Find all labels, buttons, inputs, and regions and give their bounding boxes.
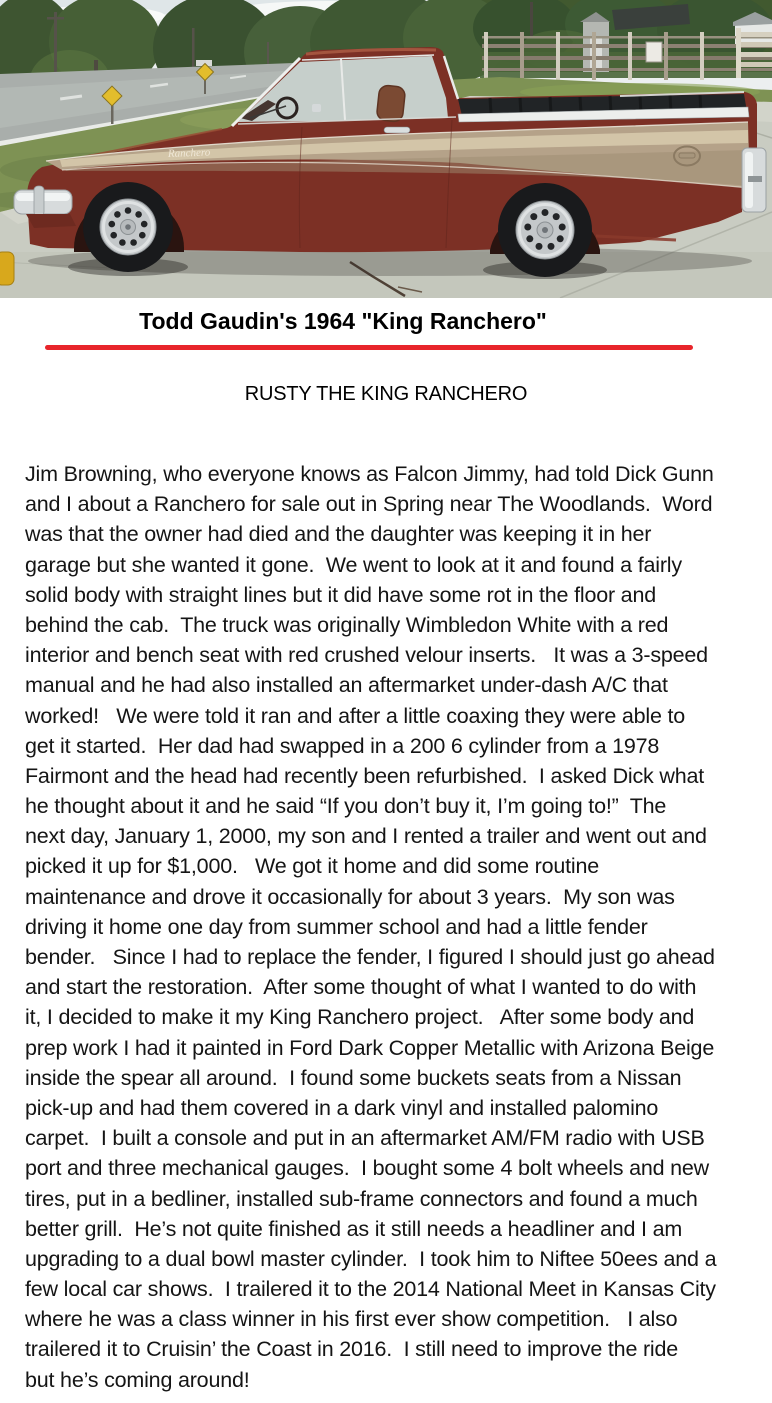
fence-sign xyxy=(646,42,662,62)
paragraph-line: carpet. I built a console and put in an aftermarket AM/FM radio with USB xyxy=(25,1126,705,1151)
paragraph-line: but he’s coming around! xyxy=(25,1367,250,1392)
rear-wheel xyxy=(498,183,592,277)
paragraph-line: where he was a class winner in his first ever show competition. I also xyxy=(25,1307,678,1332)
front-wheel xyxy=(83,182,173,272)
paragraph-line: manual and he had also installed an aftermarket under-dash A/C that xyxy=(25,673,668,698)
paragraph-line: interior and bench seat with red crushed velour inserts. It was a 3-speed xyxy=(25,643,708,668)
paragraph-line: he thought about it and he said “If you don’t buy it, I’m going to!” The xyxy=(25,794,667,819)
paragraph-line: maintenance and drove it occasionally for about 3 years. My son was xyxy=(25,884,675,909)
fence-post xyxy=(700,32,704,80)
paragraph-line: better grill. He’s not quite finished as it still needs a headliner and I am xyxy=(25,1216,683,1241)
paragraph-line: behind the cab. The truck was originally Wimbledon White with a red xyxy=(25,612,669,637)
fence-post xyxy=(520,32,524,80)
paragraph-line: pick-up and had them covered in a dark vinyl and installed palomino xyxy=(25,1095,659,1120)
car-photo xyxy=(0,0,772,298)
bumper-notch xyxy=(748,176,762,182)
paragraph-line: Fairmont and the head had recently been refurbished. I asked Dick what xyxy=(25,763,704,788)
article-body xyxy=(25,459,765,1395)
door-handle xyxy=(384,127,410,133)
paragraph-line: worked! We were told it ran and after a little coaxing they were able to xyxy=(25,703,686,728)
fuel-door-handle xyxy=(679,153,695,158)
paragraph-line: was that the owner had died and the daughter was keeping it in her xyxy=(25,522,652,547)
paragraph-line: inside the spear all around. I found some buckets seats from a Nissan xyxy=(25,1065,682,1090)
bucket-seat xyxy=(376,85,406,123)
fence-post xyxy=(484,32,488,80)
paragraph-line: Jim Browning, who everyone knows as Falcon Jimmy, had told Dick Gunn xyxy=(25,462,714,486)
paragraph-line: it, I decided to make it my King Ranchero project. After some body and xyxy=(25,1005,695,1030)
paragraph-line: tires, put in a bedliner, installed sub-frame connectors and found a much xyxy=(25,1186,698,1211)
paragraph-line: upgrading to a dual bowl master cylinder. I took him to Niftee 50ees and a xyxy=(25,1246,717,1271)
fence-post xyxy=(664,32,668,80)
paragraph-line: solid body with straight lines but it did have some rot in the floor and xyxy=(25,582,656,607)
paragraph-line: garage but she wanted it gone. We went to look at it and found a fairly xyxy=(25,552,682,577)
paragraph-line: next day, January 1, 2000, my son and I rented a trailer and went out and xyxy=(25,824,707,849)
page-title: Todd Gaudin's 1964 "King Ranchero" xyxy=(139,308,547,334)
yellow-bollard xyxy=(0,252,14,285)
paragraph-line: trailered it to Cruisin’ the Coast in 2016. I still need to improve the ride xyxy=(25,1337,679,1362)
photo-scene xyxy=(0,0,772,298)
bumper-guard xyxy=(34,186,44,216)
red-divider xyxy=(45,345,693,350)
fence-post xyxy=(628,32,632,80)
fender-emblem: Ranchero xyxy=(167,146,211,160)
paragraph-line: and start the restoration. After some thought of what I wanted to do with xyxy=(25,975,697,1000)
fence-post xyxy=(592,32,596,80)
page-subtitle: RUSTY THE KING RANCHERO xyxy=(244,383,528,405)
paragraph-line: prep work I had it painted in Ford Dark Copper Metallic with Arizona Beige xyxy=(25,1035,715,1060)
paragraph-line: bender. Since I had to replace the fender, I figured I should just go ahead xyxy=(25,945,715,969)
paragraph-line: port and three mechanical gauges. I bought some 4 bolt wheels and new xyxy=(25,1156,710,1181)
fence-post xyxy=(556,32,560,80)
front-valance xyxy=(26,214,76,228)
paragraph-line: picked it up for $1,000. We got it home and did some routine xyxy=(25,854,600,879)
paragraph-line: get it started. Her dad had swapped in a 200 6 cylinder from a 1978 xyxy=(25,733,660,758)
side-mirror xyxy=(312,104,321,112)
paragraph-line: few local car shows. I trailered it to the 2014 National Meet in Kansas City xyxy=(25,1277,716,1302)
rear-bumper xyxy=(742,148,766,212)
paragraph-line: and I about a Ranchero for sale out in Spring near The Woodlands. Word xyxy=(25,492,713,517)
paragraph-line: driving it home one day from summer school and had a little fender xyxy=(25,914,648,939)
